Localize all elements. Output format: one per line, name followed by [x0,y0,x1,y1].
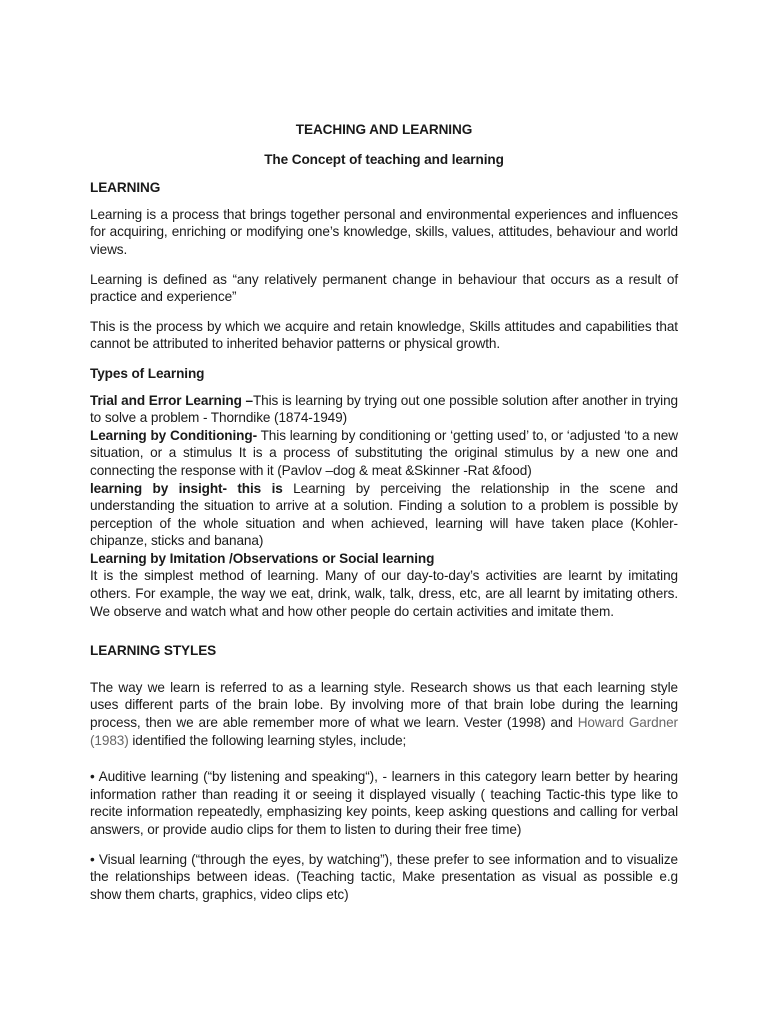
auditive-learning-bullet: • Auditive learning (“by listening and speaking“), - learners in this category learn better by hearing information rather than reading it or seeing it displayed visually ( teaching Tactic-this type like to recite information repeatedly, emphasizing key points, keep asking questions and calling for verbal answers, or provide audio clips for them to listen to during their free time) [90,769,678,837]
gardner-reference: Howard Gardner (1983) [90,715,678,748]
document-title: TEACHING AND LEARNING [295,122,473,137]
type-conditioning [90,427,678,480]
learning-paragraph-3: This is the process by which we acquire and retain knowledge, Skills attitudes and capabilities that cannot be attributed to inherited behavior patterns or physical growth. [90,318,678,352]
type-insight [90,480,678,550]
type-insight-text: Learning by perceiving the relationship in the scene and understanding the situation to arrive at a solution. Finding a solution to a problem is possible by perception of the whole situation and when achieved, learning will have taken place (Kohler- chipanze, sticks and banana) [90,480,678,549]
learning-styles-heading: LEARNING STYLES [90,643,217,659]
type-insight-term: learning by insight- this is [90,480,283,496]
learning-heading: LEARNING [90,180,161,196]
styles-intro-paragraph [90,679,678,749]
styles-intro-before: The way we learn is referred to as a learning style. Research shows us that each learning style uses different parts of the brain lobe. By involving more of that brain lobe during the learning process, then we are able remember more of what we learn. Vester (1998) and [90,679,678,731]
type-conditioning-term: Learning by Conditioning- [90,427,257,443]
document-subtitle: The Concept of teaching and learning [264,151,504,167]
type-trial-error [90,392,678,427]
learning-paragraph-1: Learning is a process that brings together personal and environmental experiences and influences for acquiring, enriching or modifying one’s knowledge, skills, values, attitudes, behaviour and world views. [90,206,678,257]
imitation-heading: Learning by Imitation /Observations or Social learning [90,550,435,566]
styles-intro-after: identified the following learning styles, include; [128,732,407,748]
type-trial-error-text: This is learning by trying out one possible solution after another in trying to solve a problem - Thorndike (1874-1949) [90,392,678,426]
imitation-paragraph: It is the simplest method of learning. Many of our day-to-day’s activities are learnt by imitating others. For example, the way we eat, drink, walk, talk, dress, etc, are all learnt by imitating others. We observe and watch what and how other people do certain activities and imitate them. [90,568,678,619]
type-conditioning-text: This learning by conditioning or ‘getting used’ to, or ‘adjusted ‘to a new situation, or a stimulus It is a process of substituting the original stimulus by a new one and connecting the response with it (Pavlov –dog & meat &Skinner -Rat &food) [90,427,678,478]
type-trial-error-term: Trial and Error Learning – [90,392,253,408]
document-page [90,121,678,915]
types-heading: Types of Learning [90,365,205,381]
learning-paragraph-2: Learning is defined as “any relatively permanent change in behaviour that occurs as a result of practice and experience” [90,271,678,305]
visual-learning-bullet: • Visual learning (“through the eyes, by watching”), these prefer to see information and to visualize the relationships between ideas. (Teaching tactic, Make presentation as visual as possible e.g show them charts, graphics, video clips etc) [90,851,678,902]
